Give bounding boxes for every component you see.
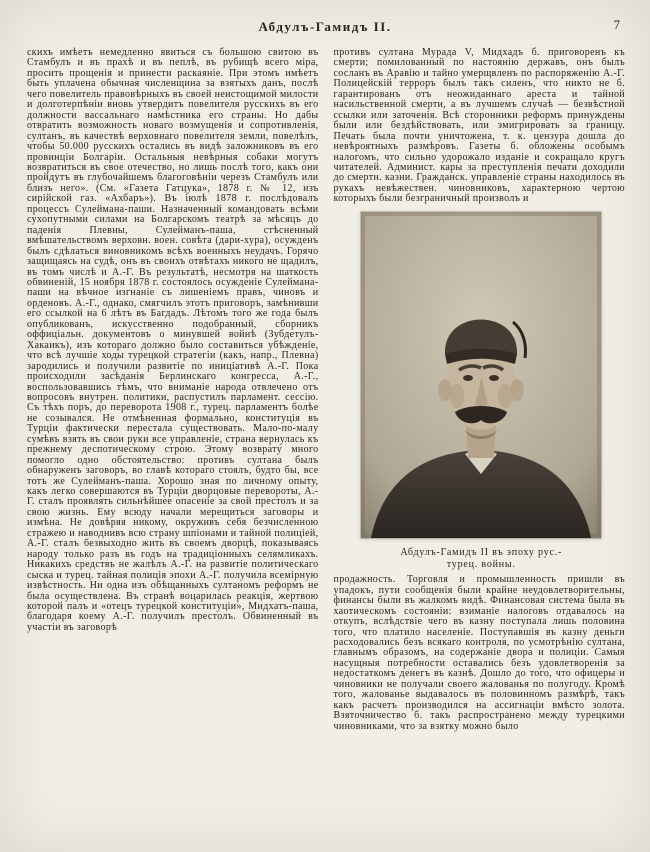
page-number: 7 xyxy=(613,18,620,32)
two-column-body xyxy=(0,40,650,732)
right-column-text-top: противъ султана Мурада V, Мидхадъ б. приговоренъ къ смерти; помилованный по настоянію державъ, онъ былъ сосланъ въ Аравію и тайно умерщвленъ по распоряженію А.-Г. Полицейскій терроръ былъ такъ силенъ, что никто не б. гарантированъ отъ неожиданнаго ареста и тайной насильственной смерти, а въ лучшемъ случаѣ — безвѣстной ссылки или заточенія. Всѣ сторонники реформъ принуждены были или бездѣйствовать, или эмигрировать за границу. Печать была почти уничтожена, т. к. цензура дошла до невѣроятныхъ размѣровъ. Газеты б. обложены особымъ налогомъ, что сильно удорожало изданіе и сокращало кругъ читателей. Админист. кары за преступленія печати доходили до смертн. казни. Гражданск. управленіе страны находилось въ рукахъ невѣжествен. чиновниковъ, характерною чертою которыхъ были безграничный произволъ и xyxy=(333,47,625,205)
left-column-text: скихъ имѣетъ немедленно явиться съ большою свитою въ Стамбулъ и въ прахѣ и въ пеплѣ, въ рубищѣ всего міра, просить прощенія и принести раскаяніе. При этомъ имѣетъ быть уплачена обычная численщина за взятыхъ данъ, послѣ чего повелитель правовѣрныхъ въ своей неистощимой милости и долготерпѣніи вновь утвердитъ повелителя русскихъ въ его должности вассальнаго намѣстника его страны. Но дабы отвратить возможность новаго возмущенія и сопротивленія, султанъ, въ качествѣ верховнаго повелителя земли, повелѣлъ, чтобы 50.000 русскихъ остались въ видѣ заложниковъ въ его провинціи Болгаріи. Остальныя невѣрныя собаки могутъ возвратиться въ свое отечество, но лишь послѣ того, какъ они пройдутъ въ глубочайшемъ благоговѣніи черезъ Стамбулъ или близъ него». (См. «Газета Гатцука», 1878 г. № 12, изъ сирійской газ. «Ахбаръ»). Въ іюлѣ 1878 г. послѣдовалъ процессъ Сулеймана-паши. Назначенный командовать всѣми сухопутными силами на Болгарскомъ театрѣ за мѣсяцъ до паденія Плевны, Сулейманъ-паша, стѣсненный вмѣшательствомъ верховн. воен. совѣта (дари-хура), осужденъ былъ сдѣлаться виновникомъ всѣхъ военныхъ неудачъ. Горячо защищаясь на судѣ, онъ въ своихъ отвѣтахъ никого не щадилъ, въ томъ числѣ и А.-Г. Въ результатѣ, несмотря на шаткость обвиненій, 15 ноября 1878 г. состоялось осужденіе Сулеймана-паши на вѣчное изгнаніе съ лишеніемъ правъ, чиновъ и орденовъ. А.-Г., однако, смягчилъ этотъ приговоръ, замѣнивши его ссылкой на 6 лѣтъ въ Багдадъ. Лѣтомъ того же года былъ опубликованъ, искусственно подобранный, сборникъ оффиціальн. документовъ о минувшей войнѣ (Зубдетулъ-Хакаикъ), изъ котораго должно было составиться убѣжденіе, что всѣ лучшіе ходы турецкой стратегіи (какъ, напр., Плевна) зародились и получили развитіе по иниціативѣ А.-Г. Пока происходили засѣданія Берлинскаго конгресса, А.-Г., воспользовавшись тѣмъ, что вниманіе народа отвлечено отъ вопросовъ внутрен. политики, распустилъ парламент. сессію. Съ тѣхъ поръ, до переворота 1908 г., турец. парламентъ болѣе не созывался. Не отмѣненная формально, конституція въ Турціи фактически перестала существовать. Мало-по-малу сумѣвъ взять въ свои руки все управленіе, страна вернулась къ прежнему деспотическому строю. Этому возврату много помогло одно обстоятельство: противъ султана былъ обнаруженъ заговоръ, во главѣ котораго стоялъ, будто бы, все тотъ же Сулейманъ-паша. Хорошо зная по личному опыту, какъ легко совершаются въ Турціи дворцовые перевороты, А.-Г. сталъ проявлять сильнѣйшее опасеніе за свой престолъ и за свою жизнь. Ему всюду начали мерещиться заговоры и измѣна. Не довѣряя никому, окруживъ себя безчисленною стражею и наводнивъ всю страну шпіонами и тайной полиціей, А.-Г. сталъ безвыходно жить въ своемъ дворцѣ, показываясь народу только разъ въ годъ на традиціонныхъ селямликахъ. Никакихъ средствъ не жалѣлъ А.-Г. на развитіе политическаго сыска и турец. тайная полиція эпохи А.-Г. получила всемірную извѣстность. Ни одна изъ обѣщанныхъ султаномъ реформъ не была осуществлена. Въ странѣ воцарилась реакція, жертвою которой палъ и «отецъ турецкой конституціи», Мидхатъ-паша, благодаря коему А.-Г. получилъ престолъ. Обвиненный въ участіи въ заговорѣ xyxy=(27,47,319,633)
right-column xyxy=(334,48,626,732)
page-title: Абдулъ-Гамидъ II. xyxy=(258,19,392,34)
figure-caption-line2: турец. войны. xyxy=(446,558,516,570)
figure-caption-line1: Абдулъ-Гамидъ II въ эпоху рус.- xyxy=(400,547,563,559)
figure-caption xyxy=(344,547,620,570)
portrait-photo xyxy=(361,212,601,538)
portrait-figure xyxy=(344,212,620,570)
right-column-text-bottom: продажность. Торговля и промышленность пришли въ упадокъ, пути сообщенія были крайне неудовлетворительны, финансы были въ жалкомъ видѣ. Финансовая система была въ хаотическомъ состояніи: взиманіе налоговъ отдавалось на откупъ, вслѣдствіе чего въ казну поступала лишь половина того, что платило населеніе. Поступавшія въ казну деньги расходовались безъ всякаго контроля, по усмотрѣнію султана, главнымъ образомъ, на содержаніе двора и полиціи. Самыя насущныя потребности оставались безъ удовлетворенія за недостаткомъ денегъ въ казнѣ. Дошло до того, что офицеры и чиновники не получали своего жалованья по полугоду. Кромѣ того, жалованье выдавалось въ половинномъ размѣрѣ, такъ какъ расчетъ производился на ассигнаціи вмѣсто золота. Взяточничество б. такъ распространено между турецкими чиновниками, что за взятку можно было xyxy=(333,574,625,732)
portrait-image xyxy=(361,212,601,538)
left-column xyxy=(27,48,319,732)
running-head xyxy=(0,0,650,40)
